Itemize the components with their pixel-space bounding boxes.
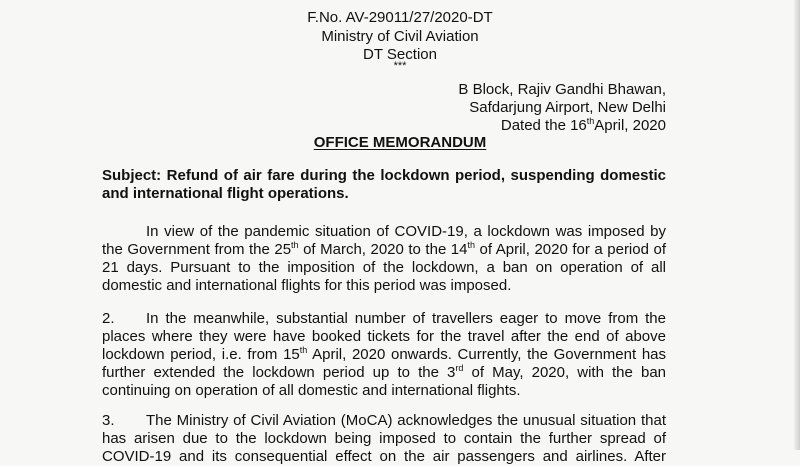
subject-line-1: Subject: Refund of air fare during the lockdown period, suspending domestic [102,167,666,184]
section-name: DT Section [363,46,437,63]
para2-line-3: lockdown period, i.e. from 15th April, 2020 onwards. Currently, the Government has [102,345,667,363]
para3-line-3: COVID-19 and its consequential effect on the air passengers and airlines. After [102,448,666,465]
address-line-2: Safdarjung Airport, New Delhi [469,99,666,116]
memo-title: OFFICE MEMORANDUM [313,134,487,151]
para1-line-2: the Government from the 25th of March, 2020 to the 14th of April, 2020 for a period of [102,240,666,258]
para2-line-5: continuing on operation of all domestic and international flights. [102,382,521,399]
para2-line-1: In the meanwhile, substantial number of travellers eager to move from the [146,310,666,327]
para1-line-1: In view of the pandemic situation of COVID-19, a lockdown was imposed by [146,223,666,240]
para1-line-3: 21 days. Pursuant to the imposition of the lockdown, a ban on operation of all [102,259,666,276]
header-stars: *** [393,60,407,72]
para1-line-4: domestic and international flights for this period was imposed. [102,277,512,294]
subject-line-2: and international flight operations. [102,185,349,202]
para2-number: 2. [102,310,115,327]
para2-line-2: places where they were have booked tickets for the travel after the end of above [102,328,666,345]
para2-line-4: further extended the lockdown period up to the 3rd of May, 2020, with the ban [102,363,666,381]
memo-date: Dated the 16thApril, 2020 [500,116,666,134]
para3-line-2: has arisen due to the lockdown being imposed to contain the further spread of [102,430,666,447]
address-line-1: B Block, Rajiv Gandhi Bhawan, [458,81,666,98]
ministry-name: Ministry of Civil Aviation [321,28,479,45]
page-edge-shadow [794,0,800,450]
file-number: F.No. AV-29011/27/2020-DT [307,9,493,26]
para3-line-1: The Ministry of Civil Aviation (MoCA) acknowledges the unusual situation that [146,412,666,429]
para3-number: 3. [102,412,115,429]
